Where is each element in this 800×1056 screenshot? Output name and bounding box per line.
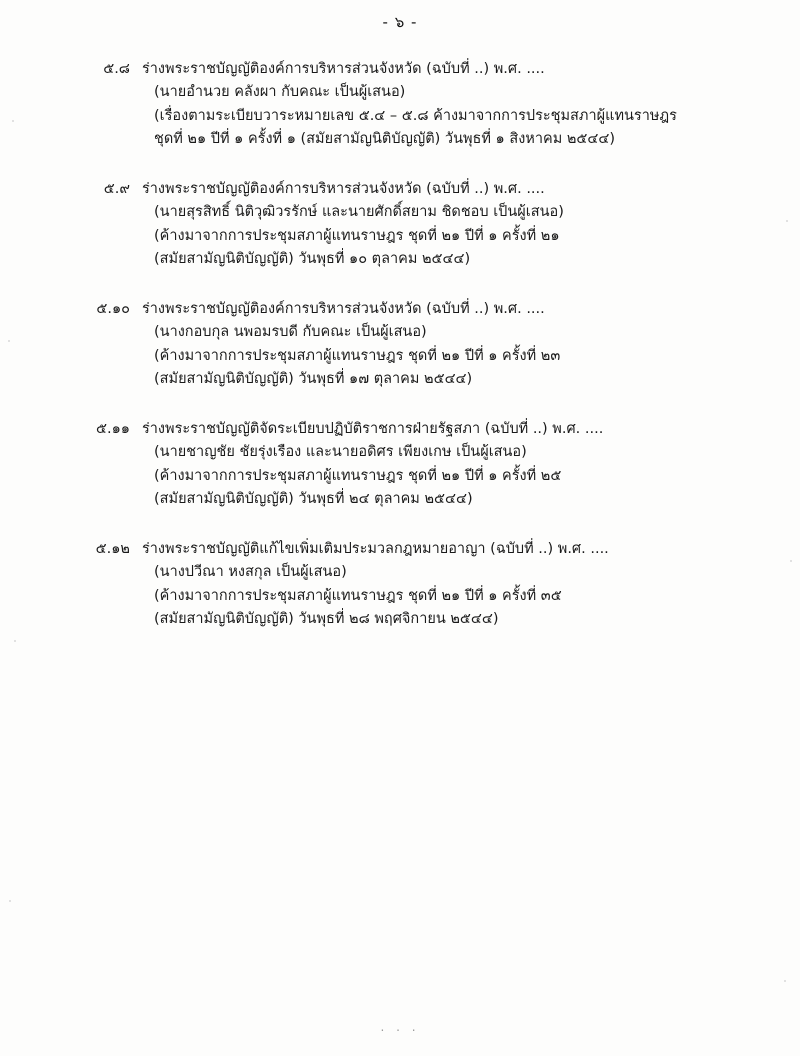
page-number: - ๖ - — [382, 13, 418, 31]
entry-number: ๕.๙ — [103, 180, 130, 197]
entry-detail-line: (สมัยสามัญนิติบัญญัติ) วันพุธที่ ๑๐ ตุลาคม ๒๕๔๔) — [154, 251, 471, 268]
scan-speckle — [12, 120, 14, 122]
entry-detail-line: (สมัยสามัญนิติบัญญัติ) วันพุธที่ ๑๗ ตุลาคม ๒๕๔๔) — [154, 371, 473, 388]
entry-number: ๕.๑๒ — [95, 540, 130, 557]
entry-number: ๕.๘ — [103, 61, 130, 77]
entry-title: ร่างพระราชบัญญัติองค์การบริหารส่วนจังหวัด (ฉบับที่ ..) พ.ศ. .... — [142, 61, 545, 77]
entry-title: ร่างพระราชบัญญัติองค์การบริหารส่วนจังหวัด (ฉบับที่ ..) พ.ศ. .... — [142, 180, 545, 197]
entry-detail-line: (นายสุรสิทธิ์ นิติวุฒิวรรักษ์ และนายศักดิ์สยาม ชิดชอบ เป็นผู้เสนอ) — [154, 204, 564, 221]
entry-detail-line: (สมัยสามัญนิติบัญญัติ) วันพุธที่ ๒๘ พฤศจิกายน ๒๕๔๔) — [154, 611, 499, 628]
entry-detail-line: (ค้างมาจากการประชุมสภาผู้แทนราษฎร ชุดที่ ๒๑ ปีที่ ๑ ครั้งที่ ๓๕ — [154, 587, 562, 604]
entry-detail-line: (ค้างมาจากการประชุมสภาผู้แทนราษฎร ชุดที่ ๒๑ ปีที่ ๑ ครั้งที่ ๒๑ — [154, 227, 560, 244]
entry-detail-line: (นายชาญชัย ชัยรุ่งเรือง และนายอดิศร เพียงเกษ เป็นผู้เสนอ) — [154, 444, 527, 461]
scan-speckle — [790, 560, 792, 562]
entry-detail-line: (ค้างมาจากการประชุมสภาผู้แทนราษฎร ชุดที่ ๒๑ ปีที่ ๑ ครั้งที่ ๒๓ — [154, 347, 561, 364]
entry-details — [154, 81, 740, 151]
entry-detail-line: (เรื่องตามระเบียบวาระหมายเลข ๕.๔ – ๕.๘ ค้างมาจากการประชุมสภาผู้แทนราษฎร — [154, 107, 677, 124]
entry-title: ร่างพระราชบัญญัติจัดระเบียบปฏิบัติราชการฝ่ายรัฐสภา (ฉบับที่ ..) พ.ศ. .... — [142, 420, 604, 437]
scan-speckle — [8, 340, 10, 342]
entry-details — [154, 321, 740, 391]
entry-detail-line: (นางกอบกุล นพอมรบดี กับคณะ เป็นผู้เสนอ) — [154, 324, 427, 341]
entry-detail-line: (สมัยสามัญนิติบัญญัติ) วันพุธที่ ๒๔ ตุลาคม ๒๕๔๔) — [154, 491, 473, 508]
entry-details — [154, 561, 740, 631]
agenda-list — [80, 58, 740, 658]
entry-detail-line: (ค้างมาจากการประชุมสภาผู้แทนราษฎร ชุดที่ ๒๑ ปีที่ ๑ ครั้งที่ ๒๕ — [154, 467, 562, 484]
entry-details — [154, 441, 740, 511]
scan-speckle — [9, 900, 11, 902]
entry-details — [154, 201, 740, 271]
agenda-entry — [80, 58, 740, 152]
agenda-entry — [80, 538, 740, 632]
scan-speckle — [784, 980, 786, 982]
entry-detail-line: (นางปวีณา หงสกุล เป็นผู้เสนอ) — [154, 564, 347, 581]
agenda-entry — [80, 298, 740, 392]
entry-title: ร่างพระราชบัญญัติองค์การบริหารส่วนจังหวัด (ฉบับที่ ..) พ.ศ. .... — [142, 300, 545, 317]
entry-number: ๕.๑๑ — [96, 420, 130, 437]
scan-speckle — [14, 640, 16, 642]
agenda-entry — [80, 418, 740, 512]
entry-detail-line: (นายอำนวย คลังผา กับคณะ เป็นผู้เสนอ) — [154, 84, 406, 101]
entry-detail-line: ชุดที่ ๒๑ ปีที่ ๑ ครั้งที่ ๑ (สมัยสามัญนิติบัญญัติ) วันพุธที่ ๑ สิงหาคม ๒๕๔๔) — [154, 131, 615, 148]
entry-title: ร่างพระราชบัญญัติแก้ไขเพิ่มเติมประมวลกฎหมายอาญา (ฉบับที่ ..) พ.ศ. .... — [142, 540, 609, 557]
scan-speckle — [786, 220, 788, 222]
agenda-entry — [80, 178, 740, 272]
entry-number: ๕.๑๐ — [96, 300, 130, 317]
scan-artifact-marks: . . . — [380, 1020, 420, 1034]
